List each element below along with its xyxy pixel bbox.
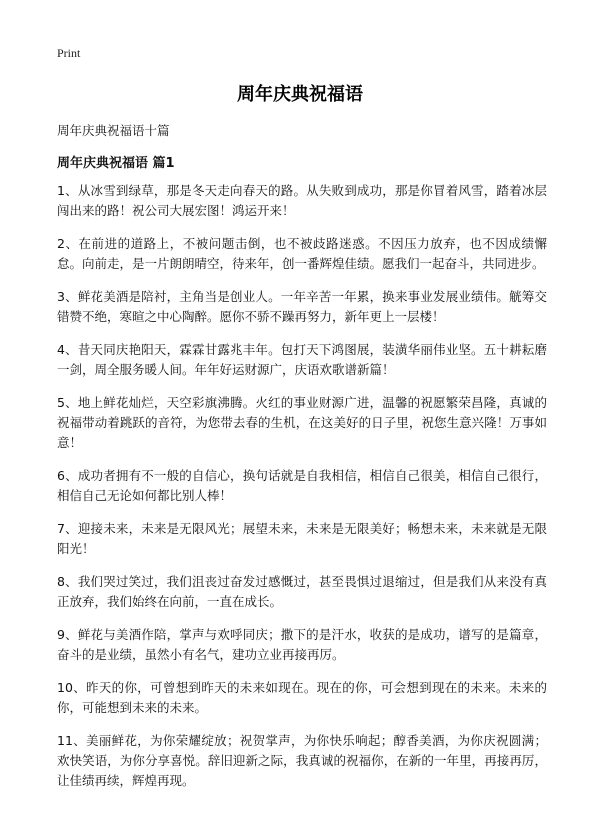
paragraph-6: 6、成功者拥有不一般的自信心，换句话就是自我相信，相信自己很美，相信自己很行，相信自己无论如何都比别人棒！ [57,468,547,503]
paragraph-4: 4、昔天同庆艳阳天，霖霖甘露兆丰年。包打天下鸿图展，装潢华丽伟业坚。五十耕耘磨一剑，周全服务暖人间。年年好运财源广，庆语欢歌谱新篇！ [57,342,547,377]
paragraph-10: 10、昨天的你，可曾想到昨天的未来如现在。现在的你，可会想到现在的未来。未来的你，可能想到未来的未来。 [57,680,547,715]
paragraph-9: 9、鲜花与美酒作陪，掌声与欢呼同庆；撒下的是汗水，收获的是成功，谱写的是篇章，奋斗的是业绩，虽然小有名气，建功立业再接再厉。 [57,627,547,662]
paragraph-list [57,181,547,804]
paragraph-8: 8、我们哭过笑过，我们沮丧过奋发过感慨过，甚至畏惧过退缩过，但是我们从来没有真正放弃，我们始终在向前，一直在成长。 [57,574,547,609]
document-subtitle: 周年庆典祝福语十篇 [57,123,170,138]
paragraph-2: 2、在前进的道路上，不被问题击倒，也不被歧路迷惑。不因压力放弃，也不因成绩懈怠。向前走，是一片朗朗晴空，待来年，创一番辉煌佳绩。愿我们一起奋斗，共同进步。 [57,236,547,271]
print-label: Print [57,46,81,60]
paragraph-3: 3、鲜花美酒是陪衬，主角当是创业人。一年辛苦一年累，换来事业发展业绩伟。觥筹交错赞不绝，寒暄之中心陶醉。愿你不骄不躁再努力，新年更上一层楼！ [57,289,547,324]
page-title: 周年庆典祝福语 [237,84,363,105]
paragraph-11: 11、美丽鲜花，为你荣耀绽放；祝贺掌声，为你快乐响起；醇香美酒，为你庆祝圆满；欢快笑语，为你分享喜悦。辞旧迎新之际，我真诚的祝福你，在新的一年里，再接再厉，让佳绩再续，辉煌再现。 [57,733,547,788]
section-heading: 周年庆典祝福语 篇1 [57,156,175,171]
paragraph-7: 7、迎接未来，未来是无限风光；展望未来，未来是无限美好；畅想未来，未来就是无限阳光！ [57,521,547,556]
paragraph-1: 1、从冰雪到绿草，那是冬天走向春天的路。从失败到成功，那是你冒着风雪，踏着冰层闯出来的路！祝公司大展宏图！鸿运开来！ [57,183,547,218]
paragraph-5: 5、地上鲜花灿烂，天空彩旗沸腾。火红的事业财源广进，温馨的祝愿繁荣昌隆，真诚的祝福带动着跳跃的音符，为您带去春的生机，在这美好的日子里，祝您生意兴隆！万事如意！ [57,395,547,450]
